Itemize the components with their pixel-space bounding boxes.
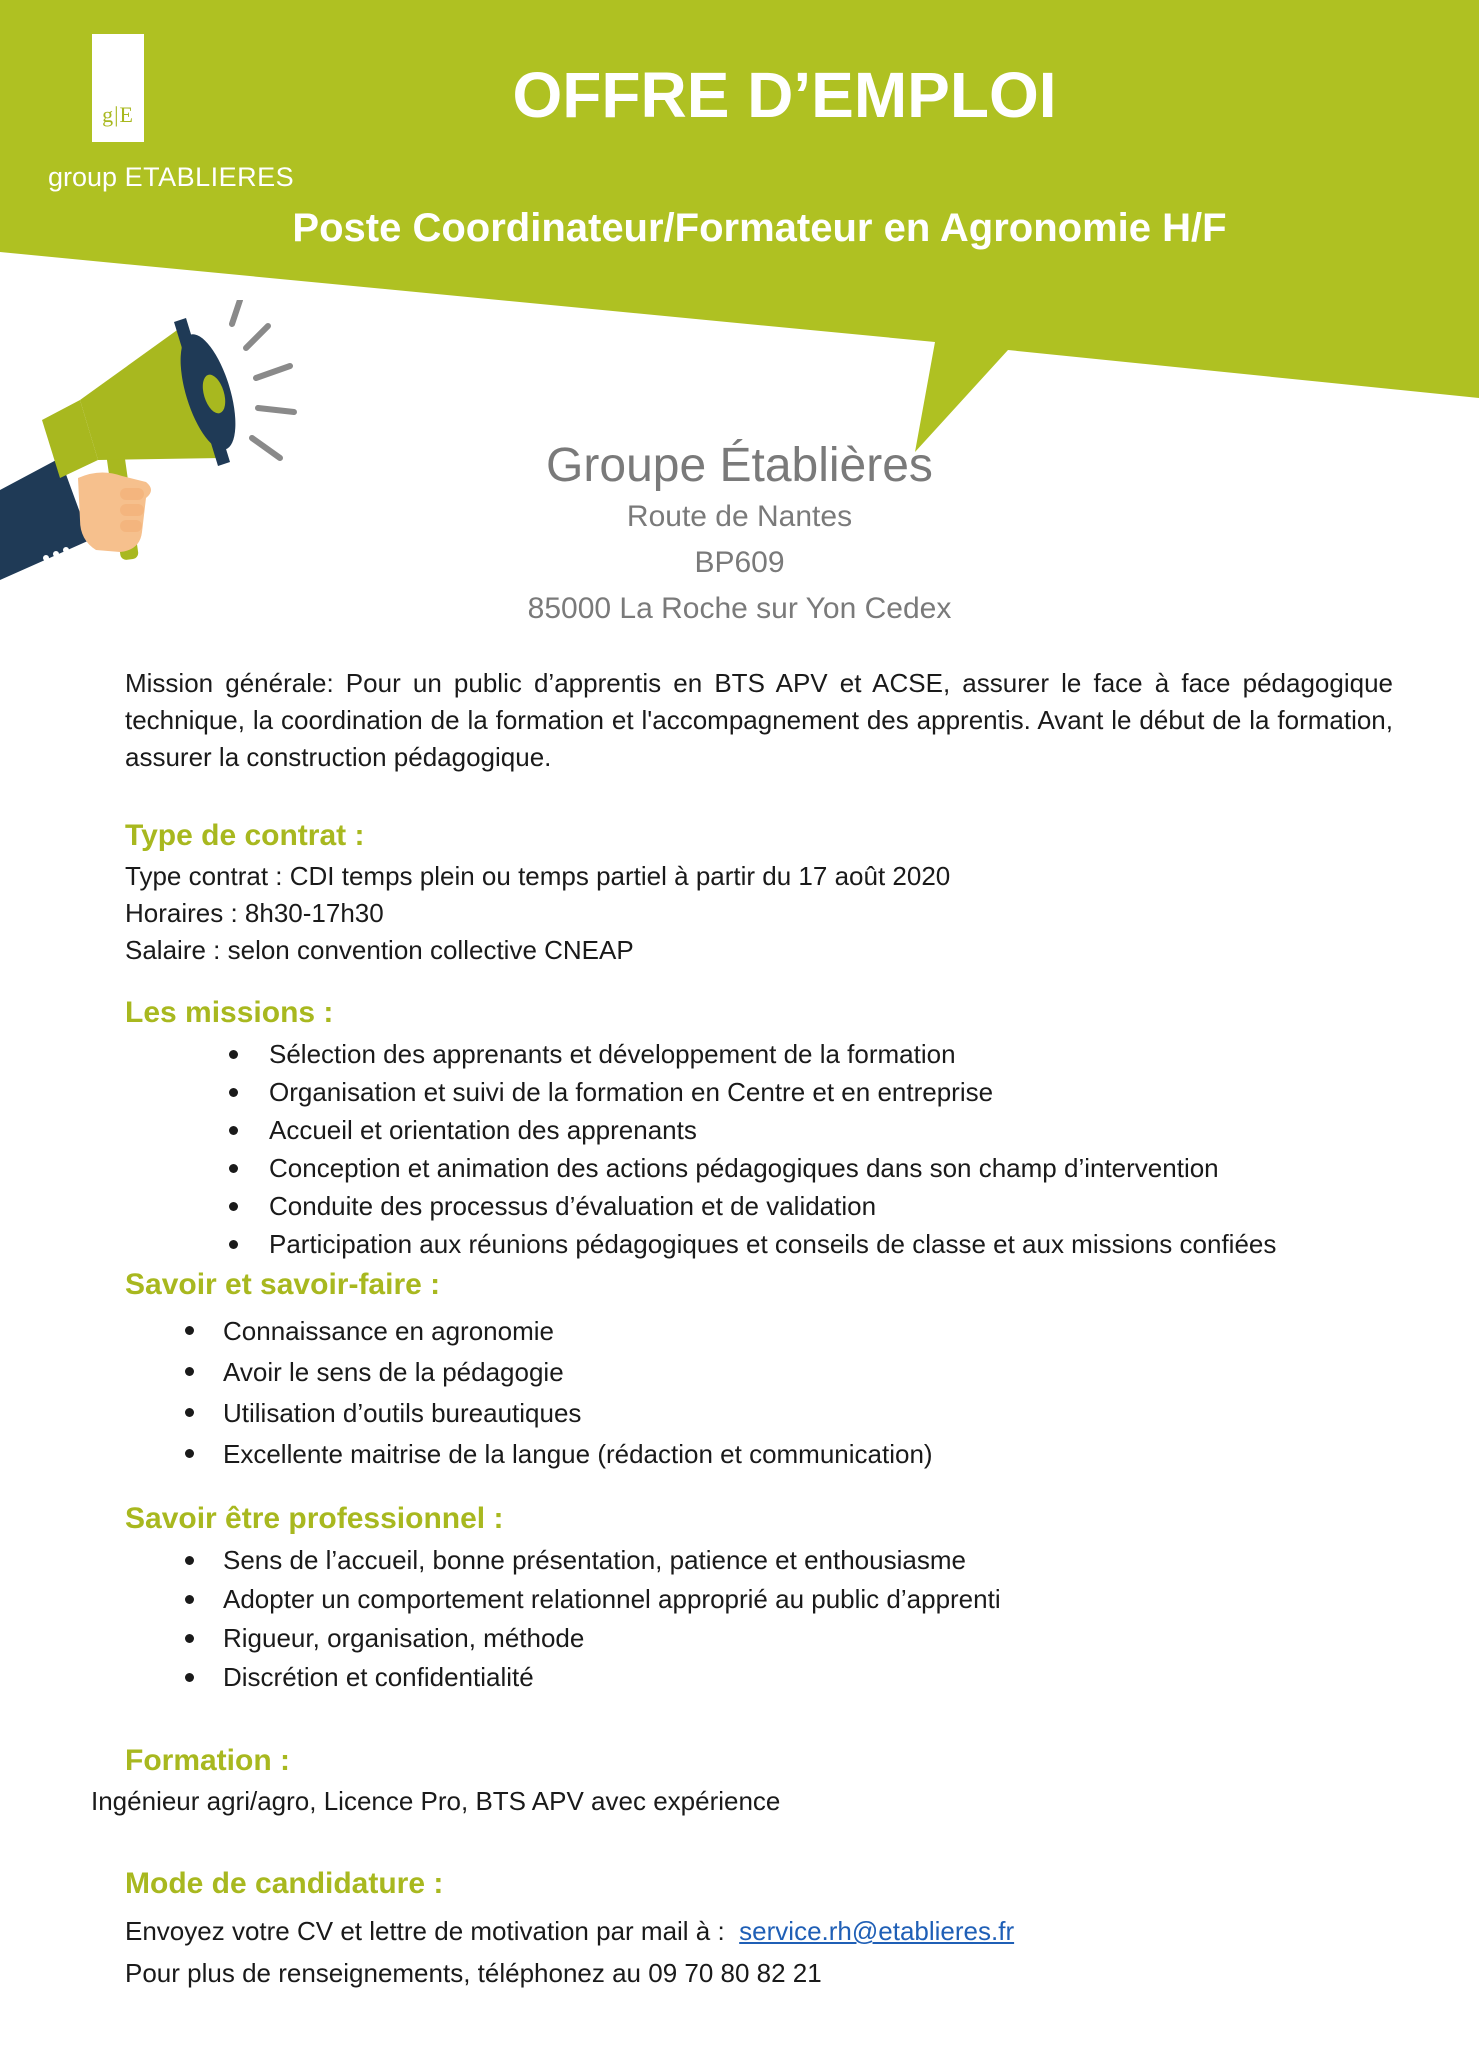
list-item: Connaissance en agronomie: [223, 1311, 1393, 1352]
logo-text-prefix: group: [48, 162, 118, 192]
logo-text: [48, 162, 294, 193]
job-description: [91, 665, 1393, 1994]
contrat-details: [125, 858, 1393, 969]
address-line: 85000 La Roche sur Yon Cedex: [527, 592, 952, 625]
savoir-faire-list: [125, 1311, 1393, 1475]
list-item: Discrétion et confidentialité: [223, 1658, 1393, 1697]
list-item: Organisation et suivi de la formation en Centre et en entreprise: [269, 1073, 1393, 1111]
candidature-text: [125, 1910, 1393, 1952]
list-item: Excellente maitrise de la langue (rédaction et communication): [223, 1434, 1393, 1475]
contrat-line: Salaire : selon convention collective CNEAP: [125, 935, 634, 965]
section-heading-formation: Formation :: [125, 1744, 290, 1777]
section-heading-savoir-faire: Savoir et savoir-faire :: [125, 1268, 441, 1301]
company-name: Groupe Établières: [546, 439, 933, 492]
section-heading-candidature: Mode de candidature :: [125, 1867, 444, 1900]
address-line: Route de Nantes: [626, 500, 853, 533]
page-title: OFFRE D’EMPLOI: [512, 59, 1057, 131]
missions-list: [125, 1035, 1393, 1263]
formation-text: Ingénieur agri/agro, Licence Pro, BTS APV avec expérience: [91, 1786, 781, 1816]
section-heading-missions: Les missions :: [125, 996, 334, 1029]
email-link[interactable]: service.rh@etablieres.fr: [739, 1916, 1015, 1946]
logo-text-name: ETABLIERES: [124, 162, 295, 192]
list-item: Sélection des apprenants et développement de la formation: [269, 1035, 1393, 1073]
list-item: Avoir le sens de la pédagogie: [223, 1352, 1393, 1393]
list-item: Adopter un comportement relationnel approprié au public d’apprenti: [223, 1580, 1393, 1619]
list-item: Sens de l’accueil, bonne présentation, patience et enthousiasme: [223, 1541, 1393, 1580]
list-item: Rigueur, organisation, méthode: [223, 1619, 1393, 1658]
candidature-instruction: Envoyez votre CV et lettre de motivation par mail à :: [125, 1916, 725, 1946]
list-item: Conduite des processus d’évaluation et de validation: [269, 1187, 1393, 1225]
contrat-line: Horaires : 8h30-17h30: [125, 898, 384, 928]
section-heading-contrat: Type de contrat :: [125, 819, 365, 852]
list-item: Participation aux réunions pédagogiques et conseils de classe et aux missions confiées: [269, 1225, 1393, 1263]
list-item: Accueil et orientation des apprenants: [269, 1111, 1393, 1149]
company-block: [0, 438, 1479, 632]
savoir-etre-list: [125, 1541, 1393, 1697]
section-heading-savoir-etre: Savoir être professionnel :: [125, 1502, 504, 1535]
list-item: Conception et animation des actions pédagogiques dans son champ d’intervention: [269, 1149, 1393, 1187]
list-item: Utilisation d’outils bureautiques: [223, 1393, 1393, 1434]
logo-mark: g|E: [102, 102, 134, 127]
phone-line: Pour plus de renseignements, téléphonez au 09 70 80 82 21: [125, 1958, 822, 1988]
mission-generale: Mission générale: Pour un public d’apprentis en BTS APV et ACSE, assurer le face à face pédagogique technique, la coordination de la formation et l'accompagnement des apprentis. Avant le début de la formation, assurer la construction pédagogique.: [125, 668, 1393, 772]
job-title: Poste Coordinateur/Formateur en Agronomie H/F: [292, 206, 1227, 250]
contrat-line: Type contrat : CDI temps plein ou temps partiel à partir du 17 août 2020: [125, 861, 951, 891]
address-line: BP609: [694, 546, 785, 579]
